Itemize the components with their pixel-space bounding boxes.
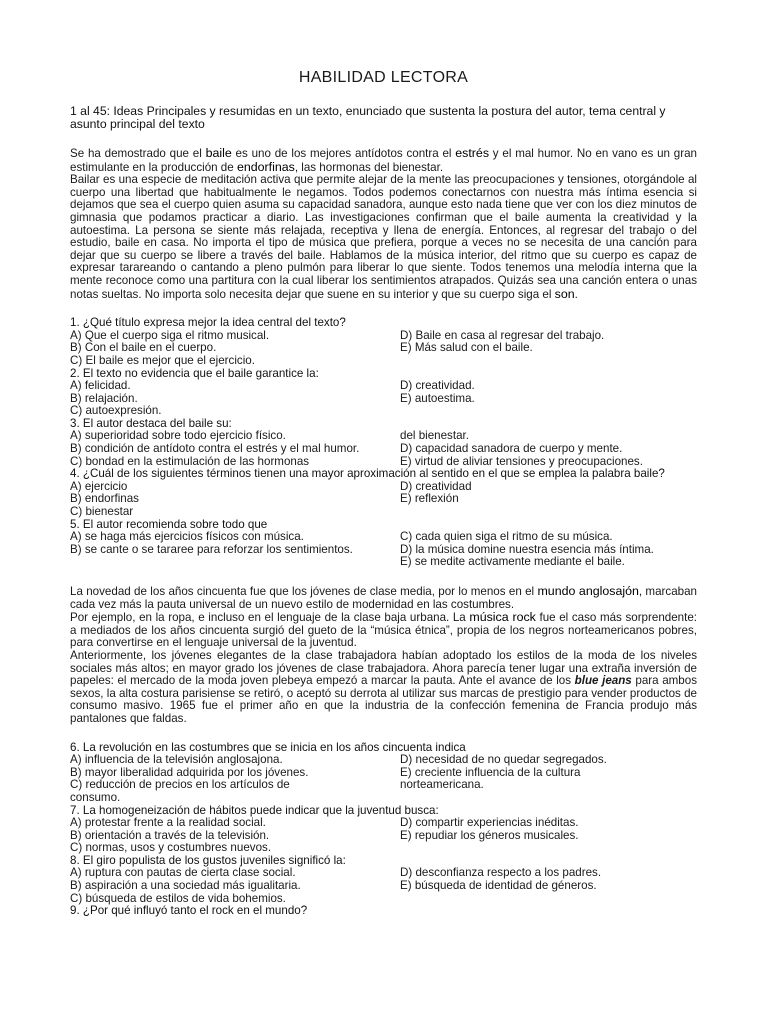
option-e: E) Más salud con el baile. xyxy=(400,341,533,355)
text-run: Bailar es una especie de meditación activa que permite alejar de la mente las preocupaciones y tensiones, otorgándole al cuerpo una libertad que habitualmente le negamos. Todos podemos conectarnos con nuestra más íntima esencia si dejamos que sea el cuerpo quien asuma su capacidad sanadora, aunque esto nada tiene que ver con los diez minutos de gimnasia que podamos practicar a diario. Las investigaciones confirman que el baile aumenta la creatividad y la autoestima. La persona se siente más relajada, receptiva y llena de energía. Entonces, al regresar del trabajo o del estudio, baile en casa. No importa el tipo de música que prefiera, porque a veces no se necesita de una canción para dejar que su cuerpo se libere a través del baile. Hablamos de la música interior, del ritmo que su cuerpo es capaz de expresar tarareando o cantando a pleno pulmón para liberar lo que siente. Todos tenemos una melodía interna que la mente reconoce como una partitura con la cual liberar los sentimientos atrapados. Quizás sea una canción entera o unas notas sueltas. No importa solo necesita dejar que suene en su interior y que su cuerpo siga el xyxy=(70,173,697,301)
option-e: E) se medite activamente mediante el baile. xyxy=(400,555,625,569)
question-stem: 3. El autor destaca del baile su: xyxy=(70,416,232,430)
option-d: D) creatividad xyxy=(400,479,472,493)
text-run: , las hormonas del bienestar. xyxy=(294,160,444,174)
question-stem: 5. El autor recomienda sobre todo que xyxy=(70,517,268,531)
keyword-endorfinas: endorfinas xyxy=(236,159,295,174)
option-c: C) bienestar xyxy=(70,505,134,519)
option-b: B) se cante o se tararee para reforzar los sentimientos. xyxy=(70,542,353,556)
question-stem: 9. ¿Por qué influyó tanto el rock en el mundo? xyxy=(70,904,308,918)
option-e: E) reflexión xyxy=(400,492,459,506)
text-run: fue el caso más sorprendente: a mediados de los años cincuenta surgió del gueto de la “música étnica”, propia de los negros norteamericanos pobres, para convertirse en el lenguaje universal de la juventud. xyxy=(70,611,697,650)
option-a: A) se haga más ejercicios físicos con música. xyxy=(70,530,304,544)
option-c-continued: del bienestar. xyxy=(400,429,469,443)
question-stem: 1. ¿Qué título expresa mejor la idea central del texto? xyxy=(70,316,346,330)
option-a: A) influencia de la televisión anglosajona. xyxy=(70,753,283,767)
option-d: D) capacidad sanadora de cuerpo y mente. xyxy=(400,442,623,456)
question-stem: 8. El giro populista de los gustos juveniles significó la: xyxy=(70,853,346,867)
option-b: B) mayor liberalidad adquirida por los jóvenes. xyxy=(70,765,309,779)
option-d: D) necesidad de no quedar segregados. xyxy=(400,753,607,767)
question-8 xyxy=(70,855,697,905)
option-c: C) reducción de precios en los artículos de consumo. xyxy=(70,778,290,804)
reading-text-2 xyxy=(70,585,697,726)
text1-paragraph-2 xyxy=(70,174,697,301)
text-run: Anteriormente, los jóvenes elegantes de la clase trabajadora habían adoptado los estilos de la moda de los niveles sociales más altos; en mayor grado los jóvenes de clase trabajadora. Ahora parecía tener lugar una extraña inversión de papeles: el mercado de la moda joven plebeya empezó a marcar la pauta. Ante el avance de los xyxy=(70,648,697,688)
keyword-son: son xyxy=(554,286,575,301)
keyword-baile: baile xyxy=(205,146,232,160)
text-run: es uno de los mejores antídotos contra el xyxy=(231,147,456,160)
question-stem: 2. El texto no evidencia que el baile garantice la: xyxy=(70,366,319,380)
option-d: D) Baile en casa al regresar del trabajo. xyxy=(400,328,605,342)
text-run: La novedad de los años cincuenta fue que los jóvenes de clase media, por lo menos en el xyxy=(70,585,538,598)
text1-paragraph-1 xyxy=(70,147,697,174)
option-e: E) búsqueda de identidad de géneros. xyxy=(400,879,597,893)
question-stem: 6. La revolución en las costumbres que se inicia en los años cincuenta indica xyxy=(70,740,466,754)
option-c: C) cada quien siga el ritmo de su música. xyxy=(400,530,613,544)
keyword-estres: estrés xyxy=(455,146,490,160)
question-6 xyxy=(70,742,697,805)
keyword-mundo-anglosajon: mundo anglosajón xyxy=(537,584,639,598)
question-4 xyxy=(70,468,697,518)
option-c: C) búsqueda de estilos de vida bohemios. xyxy=(70,891,286,905)
option-a: A) superioridad sobre todo ejercicio físico. xyxy=(70,429,286,443)
reading-text-1 xyxy=(70,147,697,301)
option-a: A) Que el cuerpo siga el ritmo musical. xyxy=(70,328,270,342)
text-run: , marcaban cada vez más la pauta universal de un nuevo estilo de modernidad en las costumbres. xyxy=(70,585,697,611)
keyword-blue-jeans: blue jeans xyxy=(574,674,632,688)
option-c: C) normas, usos y costumbres nuevos. xyxy=(70,841,272,855)
option-e: E) virtud de aliviar tensiones y preocupaciones. xyxy=(400,454,643,468)
text2-paragraph-3 xyxy=(70,650,697,726)
option-a: A) felicidad. xyxy=(70,379,131,393)
option-a: A) protestar frente a la realidad social. xyxy=(70,816,266,830)
option-a: A) ejercicio xyxy=(70,479,128,493)
keyword-musica-rock: música rock xyxy=(469,610,536,625)
option-b: B) orientación a través de la televisión. xyxy=(70,828,270,842)
text-run: para ambos sexos, la alta costura parisiense se retiró, o aceptó su derrota al utilizar sus marcas de prestigio para vender productos de consumo masivo. 1965 fue el primer año en que la industria de la confección femenina de Francia produjo más pantalones que faldas. xyxy=(70,674,697,725)
question-2 xyxy=(70,368,697,418)
question-stem: 4. ¿Cuál de los siguientes términos tienen una mayor aproximación al sentido en el que se emplea la palabra baile? xyxy=(70,467,665,481)
question-1 xyxy=(70,317,697,367)
page-title: HABILIDAD LECTORA xyxy=(298,69,469,86)
option-c: C) bondad en la estimulación de las hormonas xyxy=(70,454,310,468)
section-scope: 1 al 45: Ideas Principales y resumidas en un texto, enunciado que sustenta la postura del autor, tema central y asunto principal del texto xyxy=(70,104,666,131)
option-d: D) compartir experiencias inéditas. xyxy=(400,816,579,830)
option-d: D) la música domine nuestra esencia más íntima. xyxy=(400,542,654,556)
question-5 xyxy=(70,519,697,569)
option-c: C) El baile es mejor que el ejercicio. xyxy=(70,353,255,367)
document-page xyxy=(70,68,697,918)
option-b: B) condición de antídoto contra el estrés y el mal humor. xyxy=(70,442,360,456)
question-3 xyxy=(70,418,697,468)
text-run: Se ha demostrado que el xyxy=(70,147,206,160)
question-7 xyxy=(70,805,697,855)
option-e: E) repudiar los géneros musicales. xyxy=(400,828,579,842)
text2-paragraph-2 xyxy=(70,611,697,650)
option-c: C) autoexpresión. xyxy=(70,404,162,418)
question-9 xyxy=(70,905,697,918)
option-e: E) autoestima. xyxy=(400,391,475,405)
option-d: D) desconfianza respecto a los padres. xyxy=(400,866,602,880)
text-run: Por ejemplo, en la ropa, e incluso en el lenguaje de la clase baja urbana. La xyxy=(70,611,470,625)
option-e: E) creciente influencia de la cultura norteamericana. xyxy=(400,765,581,792)
text-run: . xyxy=(574,287,578,301)
option-b: B) relajación. xyxy=(70,391,138,405)
text2-paragraph-1 xyxy=(70,585,697,611)
option-b: B) Con el baile en el cuerpo. xyxy=(70,341,217,355)
option-b: B) endorfinas xyxy=(70,492,139,506)
option-b: B) aspiración a una sociedad más igualitaria. xyxy=(70,879,301,893)
text-run: y el mal humor. No en vano es un gran estimulante en la producción de xyxy=(70,147,697,174)
option-d: D) creatividad. xyxy=(400,379,475,393)
option-a: A) ruptura con pautas de cierta clase social. xyxy=(70,866,296,880)
question-stem: 7. La homogeneización de hábitos puede indicar que la juventud busca: xyxy=(70,803,439,817)
